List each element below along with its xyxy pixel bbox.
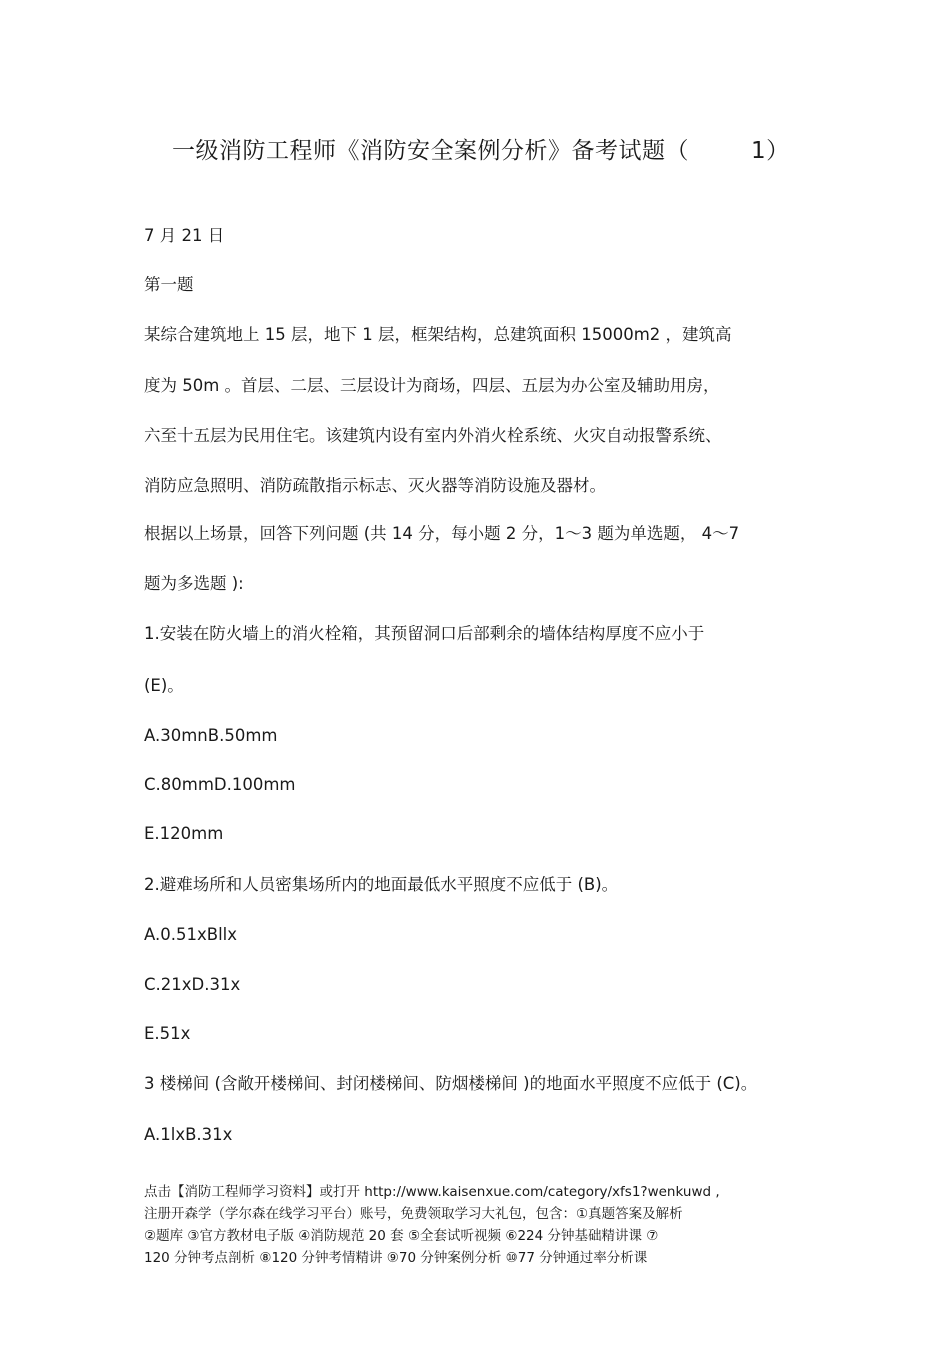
question-1-options-ab: A.30mnB.50mm: [144, 726, 278, 745]
scenario-line-1: 某综合建筑地上 15 层，地下 1 层，框架结构，总建筑面积 15000m2 ，建筑高: [144, 325, 732, 344]
scenario-line-4: 消防应急照明、消防疏散指示标志、灭火器等消防设施及器材。: [144, 476, 606, 495]
promo-line-3: ②题库 ③官方教材电子版 ④消防规范 20 套 ⑤全套试听视频 ⑥224 分钟基础精讲课 ⑦: [144, 1228, 659, 1244]
instruction-line-1: 根据以上场景，回答下列问题 (共 14 分，每小题 2 分，1～3 题为单选题， 4～7: [144, 524, 740, 543]
promo-line-4: 120 分钟考点剖析 ⑧120 分钟考情精讲 ⑨70 分钟案例分析 ⑩77 分钟通过率分析课: [144, 1250, 648, 1266]
question-2-text: 2.避难场所和人员密集场所内的地面最低水平照度不应低于 (B)。: [144, 875, 619, 894]
question-2-options-cd: C.21xD.31x: [144, 975, 241, 994]
promo-line-1[interactable]: 点击【消防工程师学习资料】或打开 http://www.kaisenxue.com/category/xfs1?wenkuwd ,: [144, 1184, 720, 1200]
question-3-text: 3 楼梯间 (含敞开楼梯间、封闭楼梯间、防烟楼梯间 )的地面水平照度不应低于 (C)。: [144, 1074, 758, 1093]
title-number: 1）: [751, 138, 790, 164]
question-3-options-ab: A.1lxB.31x: [144, 1125, 233, 1144]
question-1-answer: (E)。: [144, 676, 184, 695]
document-title: [172, 132, 790, 165]
instruction-line-2: 题为多选题 ):: [144, 574, 244, 593]
question-2-option-e: E.51x: [144, 1024, 191, 1043]
question-1-options-cd: C.80mmD.100mm: [144, 775, 296, 794]
title-main: 一级消防工程师《消防安全案例分析》备考试题（: [172, 138, 689, 164]
section-heading: 第一题: [144, 275, 194, 294]
scenario-line-3: 六至十五层为民用住宅。该建筑内设有室内外消火栓系统、火灾自动报警系统、: [144, 426, 722, 445]
question-1-option-e: E.120mm: [144, 824, 224, 843]
scenario-line-2: 度为 50m 。首层、二层、三层设计为商场，四层、五层为办公室及辅助用房，: [144, 376, 720, 395]
promo-footer: [144, 1181, 824, 1269]
question-1-text: 1.安装在防火墙上的消火栓箱，其预留洞口后部剩余的墙体结构厚度不应小于: [144, 624, 705, 643]
date-line: 7 月 21 日: [144, 226, 225, 245]
question-2-options-ab: A.0.51xBllx: [144, 925, 237, 944]
promo-line-2: 注册开森学（学尔森在线学习平台）账号，免费领取学习大礼包，包含：①真题答案及解析: [144, 1206, 683, 1222]
